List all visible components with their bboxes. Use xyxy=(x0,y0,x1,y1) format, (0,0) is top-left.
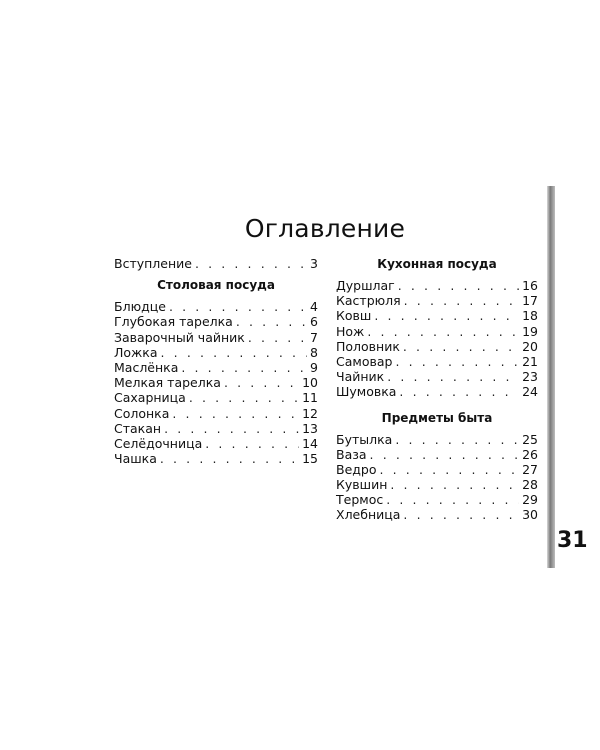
toc-entry xyxy=(114,436,318,451)
toc-entry-page: 26 xyxy=(522,446,538,462)
toc-list-tableware xyxy=(114,299,318,466)
toc-entry-page: 23 xyxy=(522,369,538,385)
toc-entry-label: Чайник xyxy=(336,369,385,385)
toc-entry-page: 25 xyxy=(522,431,538,447)
toc-entry-label: Стакан xyxy=(114,420,162,436)
toc-entry-page: 8 xyxy=(310,344,318,360)
toc-entry-page: 30 xyxy=(522,507,538,523)
toc-entry-page: 4 xyxy=(310,299,318,315)
toc-entry-page: 12 xyxy=(302,405,318,421)
toc-entry-page: 16 xyxy=(522,278,538,293)
dot-leader xyxy=(398,278,519,293)
section-heading-tableware: Столовая посуда xyxy=(157,278,275,293)
toc-entry-label: Маслёнка xyxy=(114,359,179,375)
page-edge-shadow xyxy=(547,186,555,568)
toc-entry-page: 10 xyxy=(302,375,318,391)
toc-entry-label: Ложка xyxy=(114,344,158,360)
dot-leader xyxy=(172,406,299,421)
toc-entry-label: Термос xyxy=(336,492,384,508)
toc-entry xyxy=(336,324,538,339)
toc-list-household xyxy=(336,432,538,523)
toc-entry-label: Нож xyxy=(336,323,365,339)
toc-entry xyxy=(336,308,538,323)
toc-entry-label: Солонка xyxy=(114,405,170,421)
dot-leader xyxy=(395,432,519,447)
dot-leader xyxy=(189,390,299,405)
toc-entry xyxy=(336,462,538,477)
dot-leader xyxy=(404,293,519,308)
toc-entry-page: 19 xyxy=(522,323,538,339)
toc-entry-label: Ваза xyxy=(336,446,367,462)
dot-leader xyxy=(248,330,307,345)
dot-leader xyxy=(236,314,307,329)
dot-leader xyxy=(161,345,308,360)
toc-entry xyxy=(336,384,538,399)
toc-entry xyxy=(336,369,538,384)
toc-entry-page: 6 xyxy=(310,314,318,330)
dot-leader xyxy=(370,447,520,462)
toc-entry-label: Вступление xyxy=(114,256,192,271)
toc-entry-label: Селёдочница xyxy=(114,435,203,451)
dot-leader xyxy=(181,360,307,375)
toc-entry-page: 13 xyxy=(302,420,318,436)
dot-leader xyxy=(386,492,519,507)
dot-leader xyxy=(160,451,299,466)
toc-entry-label: Кувшин xyxy=(336,477,388,493)
toc-left-column xyxy=(114,256,318,466)
toc-entry xyxy=(114,345,318,360)
toc-entry xyxy=(114,451,318,466)
dot-leader xyxy=(380,462,520,477)
toc-entry xyxy=(336,278,538,293)
dot-leader xyxy=(169,299,307,314)
toc-entry xyxy=(114,360,318,375)
toc-entry-label: Мелкая тарелка xyxy=(114,375,221,391)
toc-entry-label: Хлебница xyxy=(336,507,401,523)
toc-entry-label: Заварочный чайник xyxy=(114,329,245,345)
toc-entry-page: 14 xyxy=(302,435,318,451)
toc-entry xyxy=(336,293,538,308)
dot-leader xyxy=(367,324,519,339)
toc-entry-label: Бутылка xyxy=(336,431,393,447)
toc-entry-page: 29 xyxy=(522,492,538,508)
toc-entry xyxy=(114,314,318,329)
dot-leader xyxy=(399,384,519,399)
toc-entry-page: 9 xyxy=(310,359,318,375)
dot-leader xyxy=(403,339,519,354)
dot-leader xyxy=(205,436,299,451)
toc-entry-page: 28 xyxy=(522,477,538,493)
toc-entry-label: Дуршлаг xyxy=(336,278,395,293)
toc-entry xyxy=(336,354,538,369)
toc-entry-label: Половник xyxy=(336,338,400,354)
page-title: Оглавление xyxy=(244,214,406,243)
toc-entry xyxy=(336,339,538,354)
section-heading-household: Предметы быта xyxy=(381,410,493,425)
toc-entry-page: 21 xyxy=(522,353,538,369)
dot-leader xyxy=(395,354,519,369)
toc-entry-label: Кастрюля xyxy=(336,293,401,309)
page-number: 31 xyxy=(557,528,588,553)
toc-entry xyxy=(114,330,318,345)
section-heading-kitchenware: Кухонная посуда xyxy=(377,257,497,271)
toc-entry xyxy=(114,375,318,390)
toc-entry-label: Чашка xyxy=(114,451,157,467)
toc-entry-page: 15 xyxy=(302,451,318,467)
toc-entry-page: 24 xyxy=(522,384,538,400)
toc-entry-label: Шумовка xyxy=(336,384,397,400)
dot-leader xyxy=(374,308,519,323)
toc-entry-label: Глубокая тарелка xyxy=(114,314,233,330)
toc-entry xyxy=(336,507,538,522)
toc-entry-label: Блюдце xyxy=(114,299,166,315)
toc-entry-label: Самовар xyxy=(336,353,393,369)
toc-entry-page: 18 xyxy=(522,308,538,324)
toc-entry xyxy=(336,432,538,447)
toc-entry xyxy=(336,447,538,462)
toc-entry-label: Сахарница xyxy=(114,390,186,406)
dot-leader xyxy=(403,507,519,522)
toc-entry xyxy=(114,299,318,314)
toc-entry-label: Ковш xyxy=(336,308,372,324)
toc-entry-page: 17 xyxy=(522,293,538,309)
toc-entry-page: 27 xyxy=(522,461,538,477)
toc-entry-page: 11 xyxy=(302,390,318,406)
toc-list-kitchenware xyxy=(336,278,538,400)
toc-entry xyxy=(336,477,538,492)
dot-leader xyxy=(224,375,299,390)
toc-entry xyxy=(336,492,538,507)
toc-entry xyxy=(114,390,318,405)
toc-entry-label: Ведро xyxy=(336,461,377,477)
toc-entry-page: 20 xyxy=(522,338,538,354)
toc-entry-intro xyxy=(114,256,318,271)
dot-leader xyxy=(164,421,299,436)
dot-leader xyxy=(195,256,307,271)
toc-right-column xyxy=(336,256,538,523)
toc-entry-page: 7 xyxy=(310,329,318,345)
toc-entry xyxy=(114,421,318,436)
toc-entry xyxy=(114,406,318,421)
toc-entry-page: 3 xyxy=(310,256,318,271)
dot-leader xyxy=(390,477,519,492)
dot-leader xyxy=(387,369,519,384)
